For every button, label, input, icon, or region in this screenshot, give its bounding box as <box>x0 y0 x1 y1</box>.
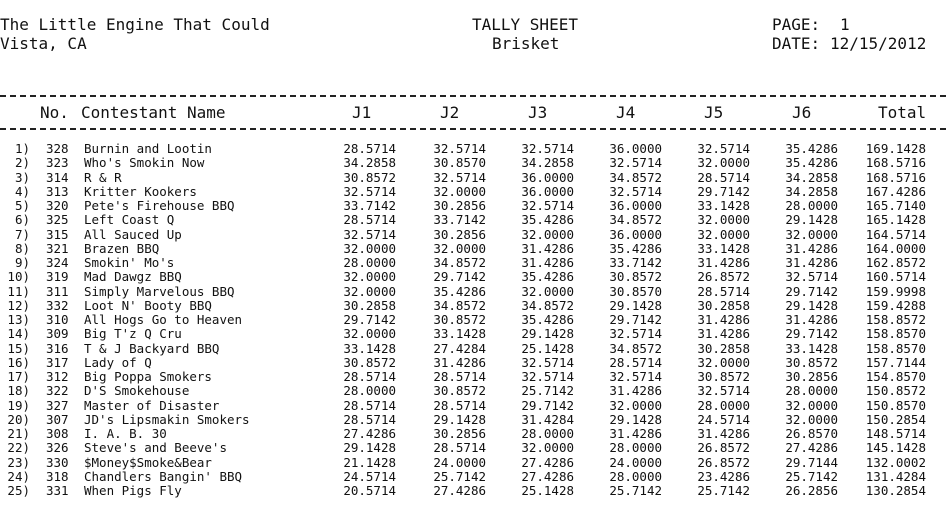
j5-score-cell: 32.0000 <box>697 212 750 228</box>
total-score-cell: 168.5716 <box>865 169 926 185</box>
location: Vista, CA <box>0 34 87 53</box>
j2-score-cell: 33.7142 <box>433 212 486 228</box>
j3-score-cell: 34.8572 <box>521 297 574 313</box>
j3-score-cell: 27.4286 <box>521 468 574 484</box>
table-row <box>0 399 950 413</box>
j2-score-cell: 33.1428 <box>433 326 486 342</box>
j1-score-cell: 30.2858 <box>343 297 396 313</box>
number-cell: 331 <box>46 483 69 498</box>
j1-score-cell: 32.0000 <box>343 269 396 285</box>
total-score-cell: 165.7140 <box>865 198 926 213</box>
contestant-name-cell: JD's Lipsmakin Smokers <box>84 411 250 427</box>
j4-score-cell: 34.8572 <box>609 340 662 356</box>
j1-score-cell: 28.5714 <box>343 141 396 156</box>
j5-score-cell: 30.2858 <box>697 340 750 356</box>
total-score-cell: 154.8570 <box>865 369 926 384</box>
j4-score-cell: 32.0000 <box>609 397 662 413</box>
j1-score-cell: 20.5714 <box>343 483 396 498</box>
j5-score-cell: 29.7142 <box>697 183 750 199</box>
j2-score-cell: 30.8572 <box>433 383 486 399</box>
number-cell: 313 <box>46 183 69 199</box>
j2-score-cell: 27.4286 <box>433 483 486 498</box>
contestant-name-cell: Kritter Kookers <box>84 183 197 199</box>
total-score-cell: 164.0000 <box>865 240 926 256</box>
j1-score-cell: 27.4286 <box>343 426 396 441</box>
j4-score-cell: 30.8570 <box>609 283 662 299</box>
j3-score-cell: 29.7142 <box>521 397 574 413</box>
number-cell: 312 <box>46 369 69 384</box>
j2-score-cell: 24.0000 <box>433 454 486 470</box>
j5-score-cell: 31.4286 <box>697 312 750 327</box>
number-cell: 326 <box>46 440 69 456</box>
j5-score-cell: 28.0000 <box>697 397 750 413</box>
contestant-name-cell: Big T'z Q Cru <box>84 326 182 342</box>
j4-score-cell: 29.1428 <box>609 297 662 313</box>
j5-score-cell: 23.4286 <box>697 468 750 484</box>
j2-score-cell: 34.8572 <box>433 255 486 270</box>
j1-score-cell: 28.5714 <box>343 212 396 228</box>
j6-score-cell: 33.1428 <box>785 340 838 356</box>
j4-score-cell: 25.7142 <box>609 483 662 498</box>
j6-score-cell: 26.8570 <box>785 426 838 441</box>
contestant-name-cell: When Pigs Fly <box>84 483 182 498</box>
j2-score-cell: 30.2856 <box>433 426 486 441</box>
j3-score-cell: 32.5714 <box>521 354 574 370</box>
table-row <box>0 356 950 370</box>
rank-cell: 19) <box>7 397 30 413</box>
j1-score-cell: 32.5714 <box>343 183 396 199</box>
contestant-name-cell: Burnin and Lootin <box>84 141 212 156</box>
j1-score-cell: 32.5714 <box>343 226 396 242</box>
j2-score-cell: 30.8570 <box>433 155 486 171</box>
table-row <box>0 256 950 270</box>
contestant-name-cell: All Sauced Up <box>84 226 182 242</box>
table-row <box>0 427 950 441</box>
j3-score-cell: 36.0000 <box>521 169 574 185</box>
col-header-j6: J6 <box>792 103 812 122</box>
j4-score-cell: 32.5714 <box>609 155 662 171</box>
total-score-cell: 168.5716 <box>865 155 926 171</box>
j2-score-cell: 30.8572 <box>433 312 486 327</box>
j3-score-cell: 32.0000 <box>521 226 574 242</box>
contestant-name-cell: T & J Backyard BBQ <box>84 340 220 356</box>
j3-score-cell: 31.4284 <box>521 411 574 427</box>
rank-cell: 5) <box>14 198 30 213</box>
rank-cell: 10) <box>7 269 30 285</box>
table-row <box>0 413 950 427</box>
table-row <box>0 299 950 313</box>
contestant-name-cell: Master of Disaster <box>84 397 220 413</box>
table-row <box>0 285 950 299</box>
j6-score-cell: 28.0000 <box>785 198 838 213</box>
number-cell: 311 <box>46 283 69 299</box>
j2-score-cell: 32.5714 <box>433 169 486 185</box>
j4-score-cell: 33.7142 <box>609 255 662 270</box>
number-cell: 316 <box>46 340 69 356</box>
j5-score-cell: 30.8572 <box>697 369 750 384</box>
total-score-cell: 130.2854 <box>865 483 926 498</box>
j4-score-cell: 36.0000 <box>609 141 662 156</box>
j1-score-cell: 33.1428 <box>343 340 396 356</box>
number-cell: 314 <box>46 169 69 185</box>
j6-score-cell: 32.0000 <box>785 397 838 413</box>
table-row <box>0 327 950 341</box>
col-header-j5: J5 <box>704 103 724 122</box>
rank-cell: 9) <box>14 255 30 270</box>
total-score-cell: 160.5714 <box>865 269 926 285</box>
j4-score-cell: 32.5714 <box>609 369 662 384</box>
rank-cell: 23) <box>7 454 30 470</box>
j1-score-cell: 32.0000 <box>343 326 396 342</box>
j3-score-cell: 25.1428 <box>521 483 574 498</box>
j4-score-cell: 28.0000 <box>609 440 662 456</box>
j6-score-cell: 34.2858 <box>785 183 838 199</box>
contestant-name-cell: $Money$Smoke&Bear <box>84 454 212 470</box>
date-label: DATE: <box>772 34 821 53</box>
number-cell: 332 <box>46 297 69 313</box>
contestant-name-cell: Simply Marvelous BBQ <box>84 283 235 299</box>
j4-score-cell: 30.8572 <box>609 269 662 285</box>
j6-score-cell: 26.2856 <box>785 483 838 498</box>
j6-score-cell: 29.7142 <box>785 283 838 299</box>
j3-score-cell: 25.1428 <box>521 340 574 356</box>
j1-score-cell: 34.2858 <box>343 155 396 171</box>
table-row <box>0 484 950 498</box>
j6-score-cell: 31.4286 <box>785 255 838 270</box>
j1-score-cell: 30.8572 <box>343 354 396 370</box>
total-score-cell: 162.8572 <box>865 255 926 270</box>
j5-score-cell: 26.8572 <box>697 440 750 456</box>
j2-score-cell: 32.0000 <box>433 183 486 199</box>
j1-score-cell: 29.7142 <box>343 312 396 327</box>
rank-cell: 20) <box>7 411 30 427</box>
table-row <box>0 228 950 242</box>
j6-score-cell: 35.4286 <box>785 155 838 171</box>
sheet-title: TALLY SHEET <box>472 15 578 34</box>
total-score-cell: 157.7144 <box>865 354 926 370</box>
j1-score-cell: 28.5714 <box>343 397 396 413</box>
table-row <box>0 213 950 227</box>
header-divider-top <box>0 95 946 97</box>
j6-score-cell: 31.4286 <box>785 312 838 327</box>
contestant-name-cell: Who's Smokin Now <box>84 155 205 171</box>
rank-cell: 18) <box>7 383 30 399</box>
j1-score-cell: 28.0000 <box>343 383 396 399</box>
j1-score-cell: 24.5714 <box>343 468 396 484</box>
total-score-cell: 164.5714 <box>865 226 926 242</box>
rank-cell: 21) <box>7 426 30 441</box>
j4-score-cell: 34.8572 <box>609 169 662 185</box>
j1-score-cell: 33.7142 <box>343 198 396 213</box>
j5-score-cell: 32.0000 <box>697 155 750 171</box>
j4-score-cell: 32.5714 <box>609 183 662 199</box>
j3-score-cell: 35.4286 <box>521 312 574 327</box>
number-cell: 309 <box>46 326 69 342</box>
j6-score-cell: 28.0000 <box>785 383 838 399</box>
rank-cell: 15) <box>7 340 30 356</box>
j2-score-cell: 27.4284 <box>433 340 486 356</box>
j4-score-cell: 24.0000 <box>609 454 662 470</box>
contestant-name-cell: I. A. B. 30 <box>84 426 167 441</box>
total-score-cell: 150.2854 <box>865 411 926 427</box>
j6-score-cell: 32.0000 <box>785 411 838 427</box>
j2-score-cell: 25.7142 <box>433 468 486 484</box>
j4-score-cell: 36.0000 <box>609 198 662 213</box>
rank-cell: 16) <box>7 354 30 370</box>
j6-score-cell: 31.4286 <box>785 240 838 256</box>
col-header-j3: J3 <box>528 103 548 122</box>
j5-score-cell: 26.8572 <box>697 269 750 285</box>
number-cell: 321 <box>46 240 69 256</box>
rank-cell: 17) <box>7 369 30 384</box>
contestant-name-cell: Pete's Firehouse BBQ <box>84 198 235 213</box>
j2-score-cell: 28.5714 <box>433 397 486 413</box>
total-score-cell: 158.8570 <box>865 340 926 356</box>
rank-cell: 4) <box>14 183 30 199</box>
j3-score-cell: 32.5714 <box>521 198 574 213</box>
j1-score-cell: 32.0000 <box>343 240 396 256</box>
number-cell: 324 <box>46 255 69 270</box>
table-row <box>0 199 950 213</box>
number-cell: 328 <box>46 141 69 156</box>
contestant-name-cell: Lady of Q <box>84 354 152 370</box>
j5-score-cell: 30.2858 <box>697 297 750 313</box>
table-row <box>0 370 950 384</box>
j2-score-cell: 34.8572 <box>433 297 486 313</box>
rank-cell: 22) <box>7 440 30 456</box>
j2-score-cell: 32.5714 <box>433 141 486 156</box>
total-score-cell: 148.5714 <box>865 426 926 441</box>
j3-score-cell: 32.5714 <box>521 369 574 384</box>
contestant-name-cell: Big Poppa Smokers <box>84 369 212 384</box>
number-cell: 317 <box>46 354 69 370</box>
j4-score-cell: 31.4286 <box>609 426 662 441</box>
j2-score-cell: 29.7142 <box>433 269 486 285</box>
rank-cell: 13) <box>7 312 30 327</box>
j4-score-cell: 29.1428 <box>609 411 662 427</box>
j3-score-cell: 28.0000 <box>521 426 574 441</box>
total-score-cell: 167.4286 <box>865 183 926 199</box>
rank-cell: 7) <box>14 226 30 242</box>
j4-score-cell: 29.7142 <box>609 312 662 327</box>
col-header-no: No. <box>40 103 69 122</box>
j3-score-cell: 32.0000 <box>521 283 574 299</box>
j2-score-cell: 29.1428 <box>433 411 486 427</box>
j3-score-cell: 32.5714 <box>521 141 574 156</box>
j4-score-cell: 34.8572 <box>609 212 662 228</box>
col-header-total: Total <box>878 103 927 122</box>
j6-score-cell: 35.4286 <box>785 141 838 156</box>
j3-score-cell: 32.0000 <box>521 440 574 456</box>
total-score-cell: 150.8570 <box>865 397 926 413</box>
j1-score-cell: 28.0000 <box>343 255 396 270</box>
j2-score-cell: 31.4286 <box>433 354 486 370</box>
j5-score-cell: 28.5714 <box>697 283 750 299</box>
header-divider-bottom <box>0 128 946 130</box>
number-cell: 322 <box>46 383 69 399</box>
j1-score-cell: 32.0000 <box>343 283 396 299</box>
table-row <box>0 171 950 185</box>
rank-cell: 25) <box>7 483 30 498</box>
j6-score-cell: 30.2856 <box>785 369 838 384</box>
j6-score-cell: 29.1428 <box>785 297 838 313</box>
j5-score-cell: 32.0000 <box>697 354 750 370</box>
j6-score-cell: 25.7142 <box>785 468 838 484</box>
col-header-name: Contestant Name <box>81 103 226 122</box>
j2-score-cell: 32.0000 <box>433 240 486 256</box>
table-row <box>0 242 950 256</box>
rank-cell: 24) <box>7 468 30 484</box>
total-score-cell: 158.8570 <box>865 326 926 342</box>
j1-score-cell: 30.8572 <box>343 169 396 185</box>
j5-score-cell: 32.5714 <box>697 383 750 399</box>
j3-score-cell: 35.4286 <box>521 212 574 228</box>
number-cell: 325 <box>46 212 69 228</box>
j6-score-cell: 34.2858 <box>785 169 838 185</box>
j3-score-cell: 31.4286 <box>521 240 574 256</box>
contestant-name-cell: Mad Dawgz BBQ <box>84 269 182 285</box>
table-row <box>0 384 950 398</box>
j1-score-cell: 28.5714 <box>343 411 396 427</box>
rank-cell: 6) <box>14 212 30 228</box>
j4-score-cell: 36.0000 <box>609 226 662 242</box>
j5-score-cell: 26.8572 <box>697 454 750 470</box>
number-cell: 330 <box>46 454 69 470</box>
total-score-cell: 132.0002 <box>865 454 926 470</box>
total-score-cell: 159.9998 <box>865 283 926 299</box>
j4-score-cell: 35.4286 <box>609 240 662 256</box>
j3-score-cell: 31.4286 <box>521 255 574 270</box>
rank-cell: 12) <box>7 297 30 313</box>
j5-score-cell: 28.5714 <box>697 169 750 185</box>
j2-score-cell: 30.2856 <box>433 226 486 242</box>
number-cell: 327 <box>46 397 69 413</box>
number-cell: 308 <box>46 426 69 441</box>
j5-score-cell: 31.4286 <box>697 426 750 441</box>
table-row <box>0 456 950 470</box>
number-cell: 319 <box>46 269 69 285</box>
col-header-j2: J2 <box>440 103 460 122</box>
j2-score-cell: 30.2856 <box>433 198 486 213</box>
number-cell: 307 <box>46 411 69 427</box>
table-row <box>0 313 950 327</box>
col-header-j1: J1 <box>352 103 372 122</box>
j2-score-cell: 28.5714 <box>433 440 486 456</box>
j4-score-cell: 28.5714 <box>609 354 662 370</box>
rank-cell: 2) <box>14 155 30 171</box>
contestant-name-cell: Brazen BBQ <box>84 240 160 256</box>
table-row <box>0 156 950 170</box>
j4-score-cell: 32.5714 <box>609 326 662 342</box>
j1-score-cell: 21.1428 <box>343 454 396 470</box>
contestant-name-cell: Left Coast Q <box>84 212 175 228</box>
rank-cell: 3) <box>14 169 30 185</box>
date: 12/15/2012 <box>830 34 927 53</box>
contestant-name-cell: Steve's and Beeve's <box>84 440 227 456</box>
contestant-name-cell: Smokin' Mo's <box>84 255 175 270</box>
j6-score-cell: 32.0000 <box>785 226 838 242</box>
rank-cell: 8) <box>14 240 30 256</box>
contestant-name-cell: D'S Smokehouse <box>84 383 190 399</box>
table-row <box>0 470 950 484</box>
contestant-name-cell: Loot N' Booty BBQ <box>84 297 212 313</box>
contestant-name-cell: All Hogs Go to Heaven <box>84 312 243 327</box>
j5-score-cell: 33.1428 <box>697 240 750 256</box>
table-row <box>0 185 950 199</box>
j1-score-cell: 29.1428 <box>343 440 396 456</box>
j5-score-cell: 32.0000 <box>697 226 750 242</box>
j3-score-cell: 25.7142 <box>521 383 574 399</box>
org-name: The Little Engine That Could <box>0 15 270 34</box>
total-score-cell: 159.4288 <box>865 297 926 313</box>
number-cell: 318 <box>46 468 69 484</box>
total-score-cell: 165.1428 <box>865 212 926 228</box>
total-score-cell: 169.1428 <box>865 141 926 156</box>
j5-score-cell: 24.5714 <box>697 411 750 427</box>
rank-cell: 14) <box>7 326 30 342</box>
number-cell: 320 <box>46 198 69 213</box>
page-label: PAGE: <box>772 15 821 34</box>
number-cell: 315 <box>46 226 69 242</box>
table-row <box>0 142 950 156</box>
number-cell: 323 <box>46 155 69 171</box>
j3-score-cell: 29.1428 <box>521 326 574 342</box>
j6-score-cell: 29.1428 <box>785 212 838 228</box>
j6-score-cell: 29.7142 <box>785 326 838 342</box>
rank-cell: 1) <box>14 141 30 156</box>
j3-score-cell: 34.2858 <box>521 155 574 171</box>
j6-score-cell: 32.5714 <box>785 269 838 285</box>
j5-score-cell: 25.7142 <box>697 483 750 498</box>
j4-score-cell: 31.4286 <box>609 383 662 399</box>
j3-score-cell: 27.4286 <box>521 454 574 470</box>
total-score-cell: 131.4284 <box>865 468 926 484</box>
table-row <box>0 441 950 455</box>
total-score-cell: 150.8572 <box>865 383 926 399</box>
rank-cell: 11) <box>7 283 30 299</box>
total-score-cell: 158.8572 <box>865 312 926 327</box>
j4-score-cell: 28.0000 <box>609 468 662 484</box>
number-cell: 310 <box>46 312 69 327</box>
j5-score-cell: 31.4286 <box>697 255 750 270</box>
j2-score-cell: 35.4286 <box>433 283 486 299</box>
j6-score-cell: 30.8572 <box>785 354 838 370</box>
j5-score-cell: 32.5714 <box>697 141 750 156</box>
j3-score-cell: 35.4286 <box>521 269 574 285</box>
j1-score-cell: 28.5714 <box>343 369 396 384</box>
j6-score-cell: 29.7144 <box>785 454 838 470</box>
j3-score-cell: 36.0000 <box>521 183 574 199</box>
col-header-j4: J4 <box>616 103 636 122</box>
j5-score-cell: 31.4286 <box>697 326 750 342</box>
total-score-cell: 145.1428 <box>865 440 926 456</box>
table-row <box>0 342 950 356</box>
contestant-name-cell: R & R <box>84 169 122 185</box>
category: Brisket <box>492 34 560 53</box>
table-row <box>0 270 950 284</box>
j5-score-cell: 33.1428 <box>697 198 750 213</box>
contestant-name-cell: Chandlers Bangin' BBQ <box>84 468 243 484</box>
page-number: 1 <box>840 15 850 34</box>
j6-score-cell: 27.4286 <box>785 440 838 456</box>
j2-score-cell: 28.5714 <box>433 369 486 384</box>
